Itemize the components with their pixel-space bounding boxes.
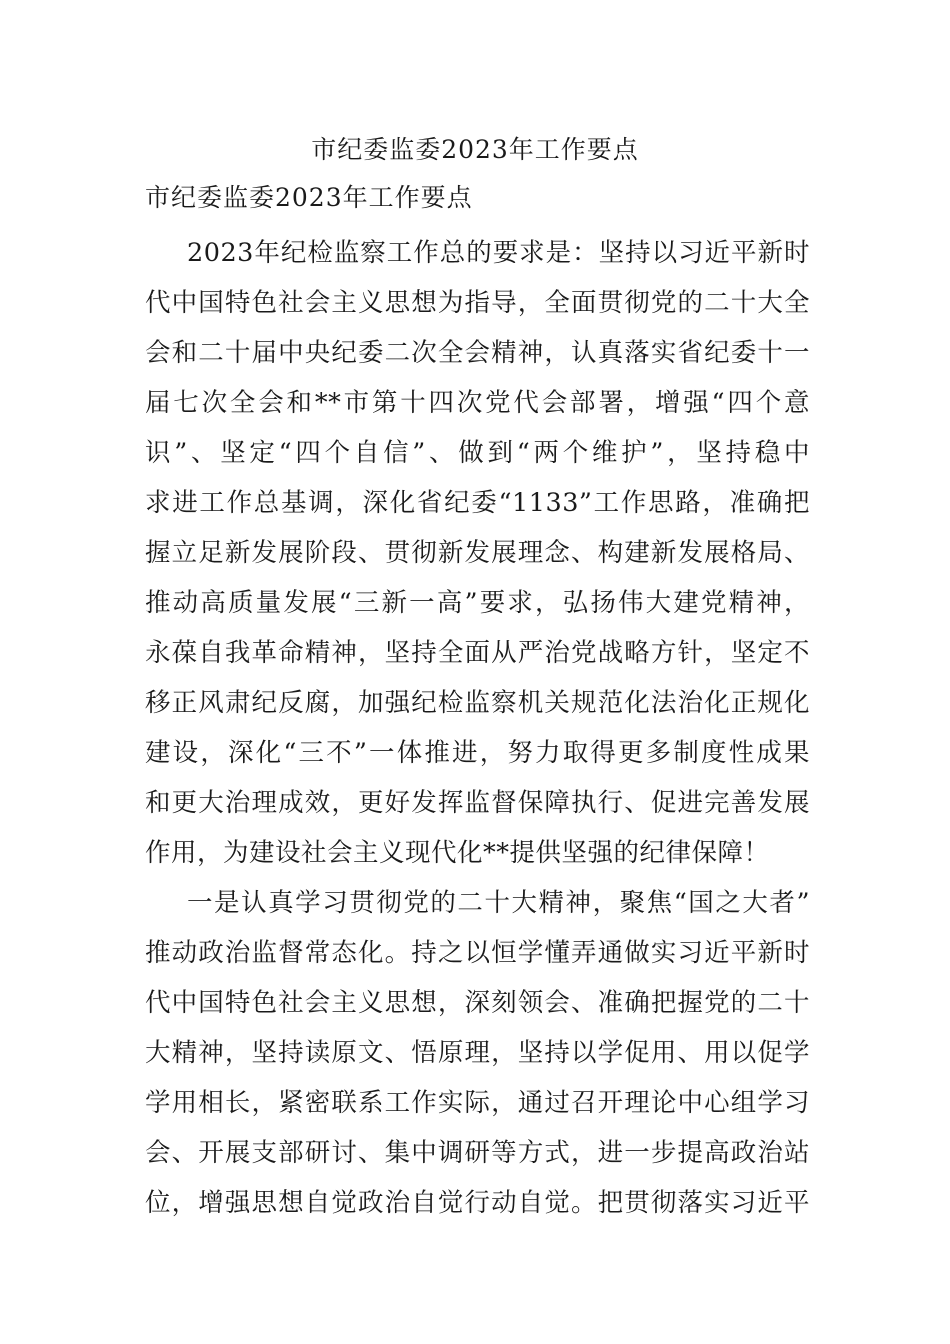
paragraph-2-line: 代中国特色社会主义思想，深刻领会、准确把握党的二十 [145, 988, 810, 1018]
document-title: 市纪委监委2023年工作要点 [311, 135, 639, 164]
paragraph-1-line: 届七次全会和**市第十四次党代会部署，增强“四个意 [145, 388, 810, 418]
paragraph-1-line: 推动高质量发展“三新一高”要求，弘扬伟大建党精神， [145, 588, 810, 618]
paragraph-1-line: 2023年纪检监察工作总的要求是：坚持以习近平新时 [187, 238, 810, 268]
paragraph-2-line: 位，增强思想自觉政治自觉行动自觉。把贯彻落实习近平 [145, 1188, 810, 1218]
paragraph-1-line: 会和二十届中央纪委二次全会精神，认真落实省纪委十一 [145, 338, 810, 368]
paragraph-1-line: 建设，深化“三不”一体推进，努力取得更多制度性成果 [145, 738, 810, 768]
paragraph-1-line: 握立足新发展阶段、贯彻新发展理念、构建新发展格局、 [145, 538, 810, 568]
paragraph-1-line: 移正风肃纪反腐，加强纪检监察机关规范化法治化正规化 [145, 688, 810, 718]
paragraph-1-line: 永葆自我革命精神，坚持全面从严治党战略方针，坚定不 [145, 638, 810, 668]
document-subtitle: 市纪委监委2023年工作要点 [145, 183, 473, 212]
paragraph-2-line: 一是认真学习贯彻党的二十大精神，聚焦“国之大者” [187, 888, 810, 918]
paragraph-2-line: 推动政治监督常态化。持之以恒学懂弄通做实习近平新时 [145, 938, 810, 968]
paragraph-1-line: 和更大治理成效，更好发挥监督保障执行、促进完善发展 [145, 788, 810, 818]
paragraph-1-line: 识”、坚定“四个自信”、做到“两个维护”，坚持稳中 [145, 438, 810, 468]
paragraph-1-line: 作用，为建设社会主义现代化**提供坚强的纪律保障！ [145, 838, 770, 868]
paragraph-2-line: 学用相长，紧密联系工作实际，通过召开理论中心组学习 [145, 1088, 810, 1118]
paragraph-1-line: 求进工作总基调，深化省纪委“1133”工作思路，准确把 [145, 488, 810, 518]
paragraph-1-line: 代中国特色社会主义思想为指导，全面贯彻党的二十大全 [145, 288, 810, 318]
paragraph-2-line: 会、开展支部研讨、集中调研等方式，进一步提高政治站 [145, 1138, 810, 1168]
paragraph-2-line: 大精神，坚持读原文、悟原理，坚持以学促用、用以促学 [145, 1038, 810, 1068]
document-body [145, 228, 810, 1228]
